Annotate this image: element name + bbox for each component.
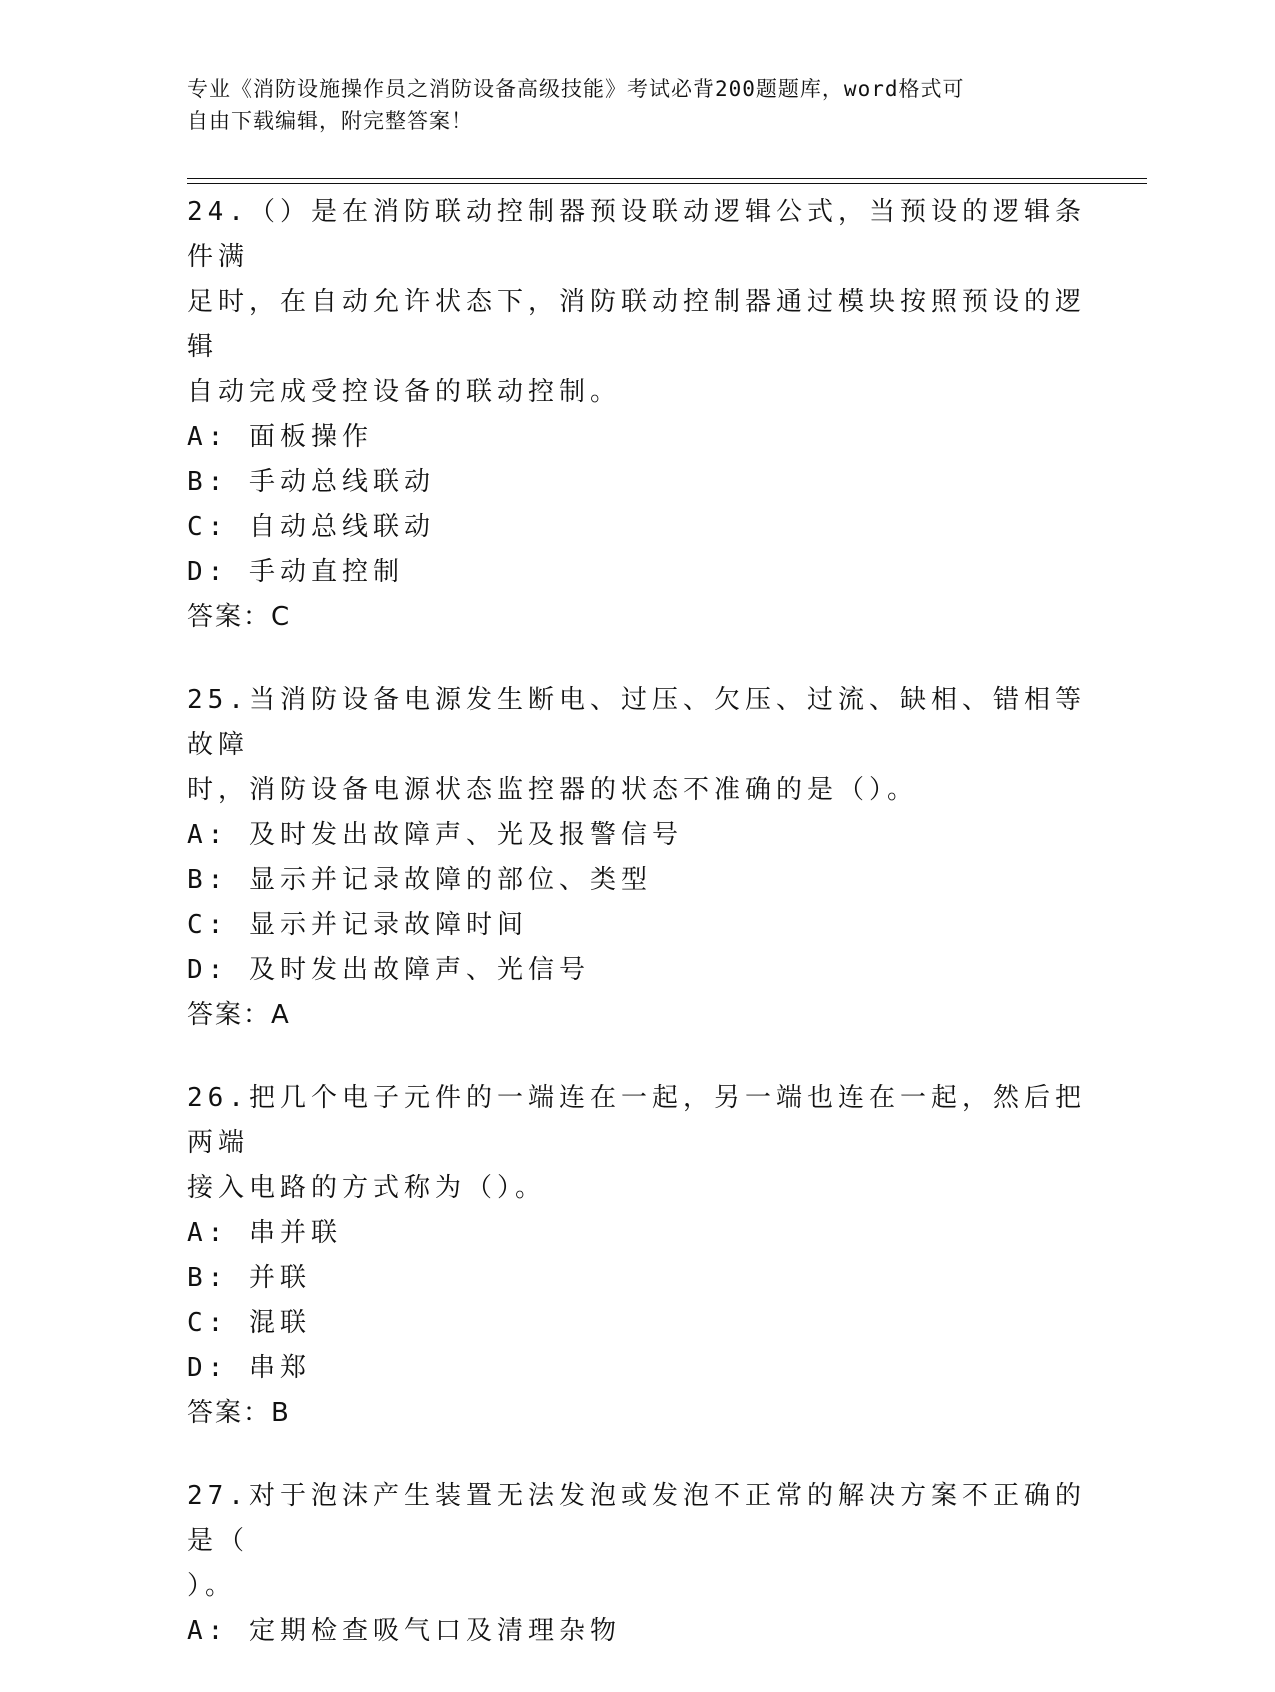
answer-line: 答案：A bbox=[187, 1000, 291, 1030]
option-d: D: 及时发出故障声、光信号 bbox=[187, 955, 590, 985]
question-26 bbox=[187, 1076, 1087, 1436]
answer-line: 答案：B bbox=[187, 1398, 291, 1428]
question-27 bbox=[187, 1474, 1087, 1654]
option-a: A: 面板操作 bbox=[187, 422, 373, 452]
header-divider-bottom bbox=[187, 183, 1147, 184]
question-list bbox=[187, 190, 1087, 1692]
option-a: A: 定期检查吸气口及清理杂物 bbox=[187, 1616, 621, 1646]
question-text-line: 足时，在自动允许状态下，消防联动控制器通过模块按照预设的逻辑 bbox=[187, 287, 1087, 362]
option-a: A: 串并联 bbox=[187, 1218, 342, 1248]
option-c: C: 显示并记录故障时间 bbox=[187, 910, 528, 940]
document-header bbox=[187, 73, 1087, 137]
question-text-line: 27.对于泡沫产生装置无法发泡或发泡不正常的解决方案不正确的是（ bbox=[187, 1481, 1086, 1556]
question-25 bbox=[187, 678, 1087, 1038]
question-24 bbox=[187, 190, 1087, 640]
answer-line: 答案：C bbox=[187, 602, 292, 632]
question-text-line: 24.（）是在消防联动控制器预设联动逻辑公式，当预设的逻辑条件满 bbox=[187, 197, 1086, 272]
option-b: B: 手动总线联动 bbox=[187, 467, 435, 497]
question-text-line: 接入电路的方式称为（）。 bbox=[187, 1173, 547, 1203]
question-text-line: 自动完成受控设备的联动控制。 bbox=[187, 377, 622, 407]
option-b: B: 显示并记录故障的部位、类型 bbox=[187, 865, 652, 895]
question-text-line: 25.当消防设备电源发生断电、过压、欠压、过流、缺相、错相等故障 bbox=[187, 685, 1086, 760]
option-d: D: 手动直控制 bbox=[187, 557, 404, 587]
question-text-line: 时，消防设备电源状态监控器的状态不准确的是（）。 bbox=[187, 775, 919, 805]
question-text-line: ）。 bbox=[187, 1571, 237, 1601]
header-line-2: 自由下载编辑，附完整答案！ bbox=[187, 109, 473, 133]
question-text-line: 26.把几个电子元件的一端连在一起，另一端也连在一起，然后把两端 bbox=[187, 1083, 1086, 1158]
option-d: D: 串郑 bbox=[187, 1353, 311, 1383]
option-c: C: 自动总线联动 bbox=[187, 512, 435, 542]
header-divider-top bbox=[187, 178, 1147, 179]
option-a: A: 及时发出故障声、光及报警信号 bbox=[187, 820, 683, 850]
option-b: B: 并联 bbox=[187, 1263, 311, 1293]
header-line-1: 专业《消防设施操作员之消防设备高级技能》考试必背200题题库，word格式可 bbox=[187, 77, 965, 101]
option-c: C: 混联 bbox=[187, 1308, 311, 1338]
